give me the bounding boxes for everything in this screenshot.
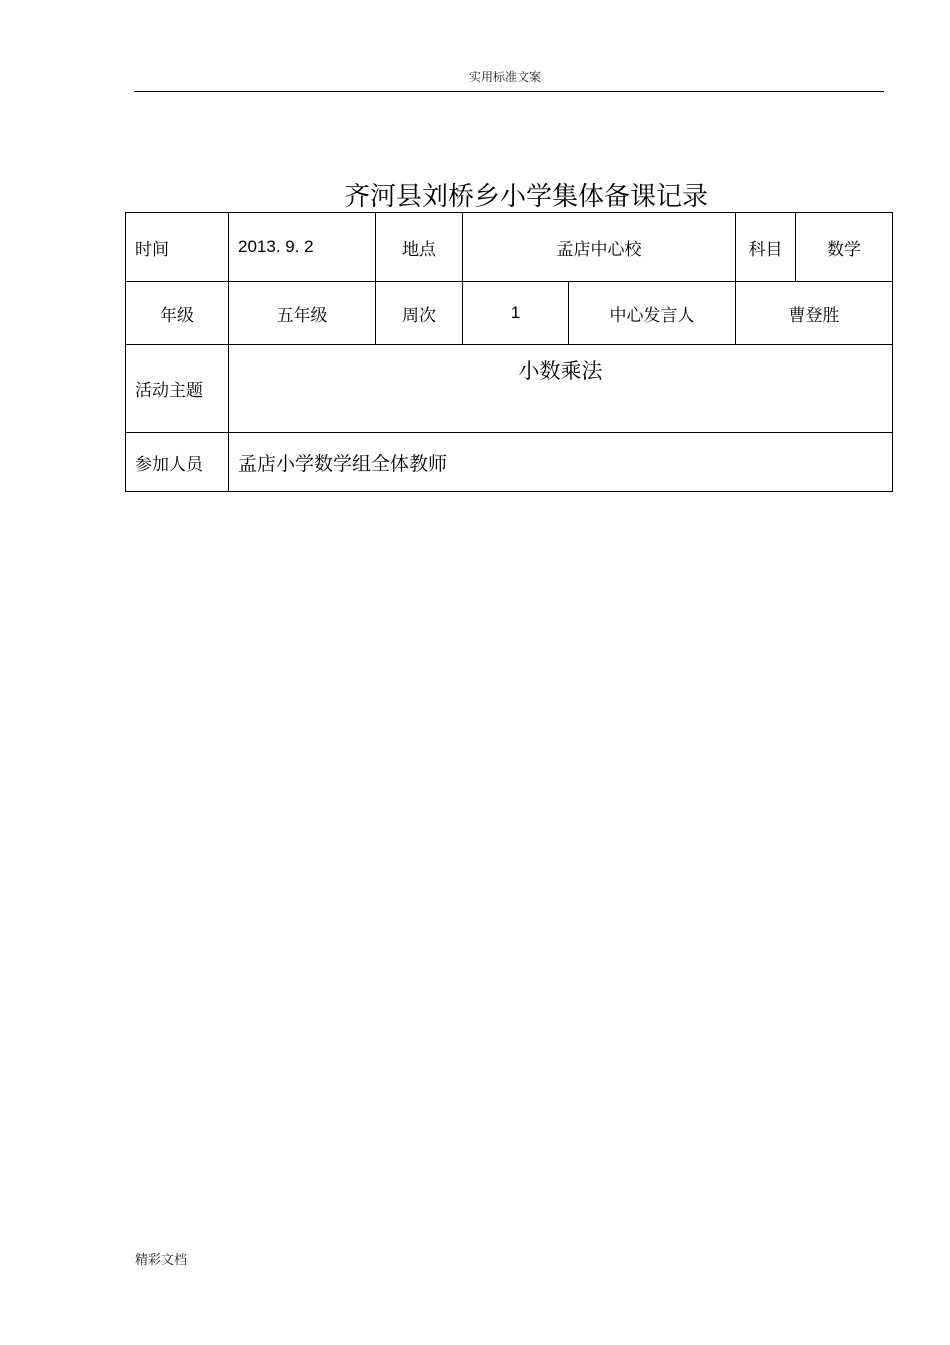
place-value: 孟店中心校: [463, 213, 736, 282]
speaker-label: 中心发言人: [569, 282, 736, 345]
grade-label: 年级: [126, 282, 229, 345]
header-divider: [134, 91, 884, 92]
table-row-topic: [126, 345, 893, 433]
page-header-text: 实用标准文案: [468, 70, 541, 84]
table-row-time: [126, 213, 893, 282]
table-row-participants: [126, 433, 893, 492]
speaker-value: 曹登胜: [736, 282, 893, 345]
page-footer-text: 精彩文档: [135, 1253, 188, 1268]
topic-value: 小数乘法: [229, 345, 893, 433]
participants-label: 参加人员: [126, 433, 229, 492]
lesson-record-table: [125, 212, 893, 492]
time-value: 2013. 9. 2: [229, 213, 376, 282]
grade-value: 五年级: [229, 282, 376, 345]
table-row-grade: [126, 282, 893, 345]
subject-value: 数学: [796, 213, 893, 282]
week-value: 1: [463, 282, 569, 345]
subject-label: 科目: [736, 213, 796, 282]
week-label: 周次: [376, 282, 463, 345]
time-label: 时间: [126, 213, 229, 282]
topic-label: 活动主题: [126, 345, 229, 433]
participants-value: 孟店小学数学组全体教师: [229, 433, 893, 492]
document-title: 齐河县刘桥乡小学集体备课记录: [343, 182, 708, 212]
place-label: 地点: [376, 213, 463, 282]
